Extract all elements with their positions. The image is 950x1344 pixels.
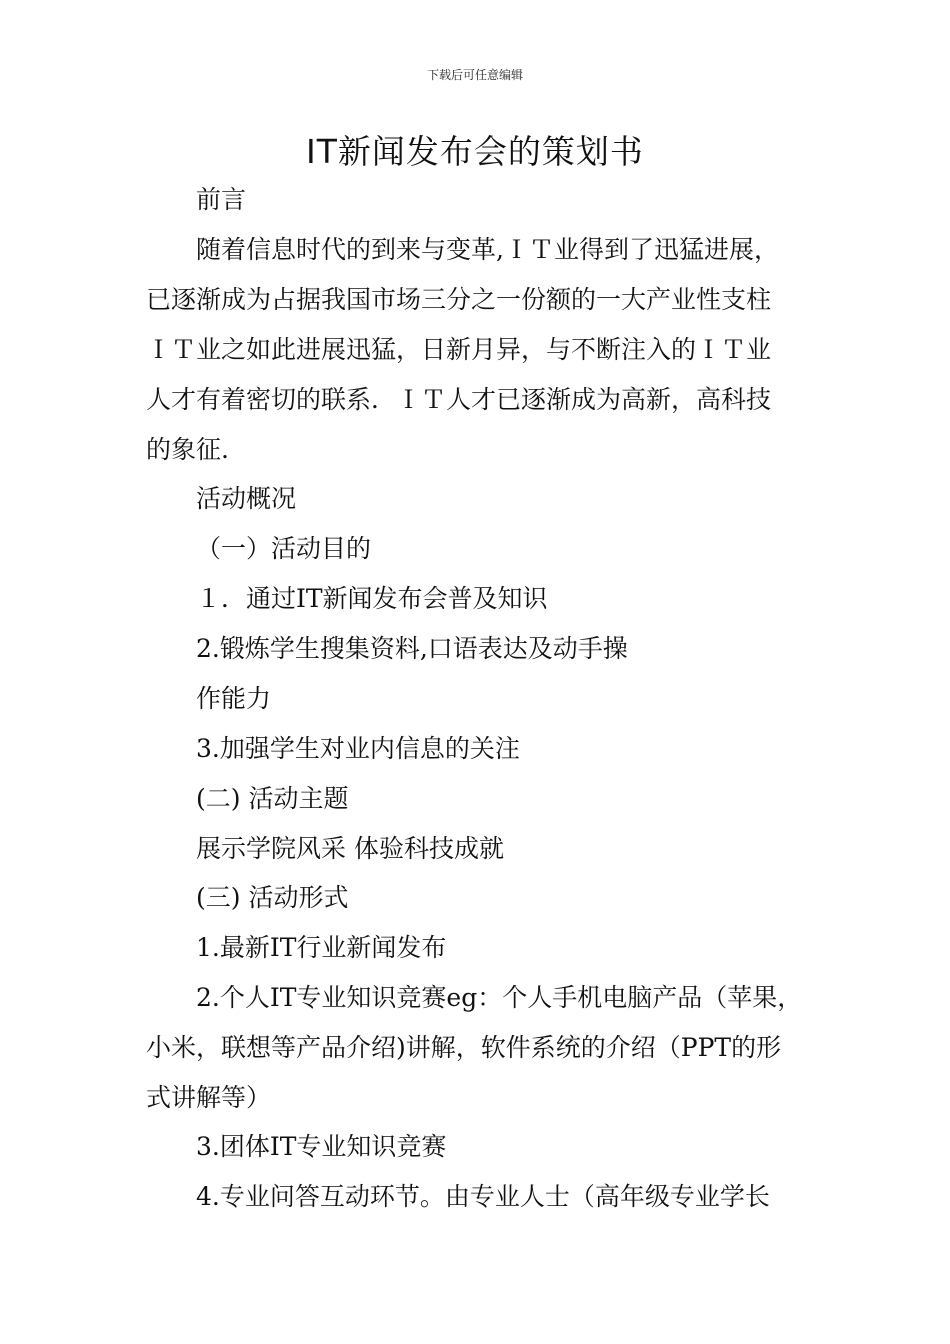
subsection-heading: （一）活动目的 — [196, 534, 372, 563]
list-item: 3.加强学生对业内信息的关注 — [196, 734, 520, 763]
paragraph-line: 随着信息时代的到来与变革,ＩＴ业得到了迅猛进展， — [196, 235, 779, 264]
document-title: IT新闻发布会的策划书 — [306, 132, 644, 171]
list-item: 3.团体IT专业知识竞赛 — [196, 1132, 447, 1161]
paragraph-line: 人才有着密切的联系．ＩＴ人才已逐渐成为高新，高科技 — [146, 385, 772, 414]
paragraph-line: 前言 — [196, 185, 247, 214]
paragraph-line: 已逐渐成为占据我国市场三分之一份额的一大产业性支柱 — [146, 285, 772, 314]
section-heading: 活动概况 — [196, 484, 297, 513]
list-item: 式讲解等） — [146, 1083, 272, 1112]
list-item: 2.锻炼学生搜集资料,口语表达及动手操 — [196, 634, 628, 663]
paragraph-line: 展示学院风采 体验科技成就 — [196, 834, 504, 863]
subsection-heading: (二) 活动主题 — [196, 784, 349, 813]
subsection-heading: (三) 活动形式 — [196, 883, 349, 912]
list-item: 小米，联想等产品介绍)讲解，软件系统的介绍（PPT的形 — [146, 1033, 782, 1062]
list-item: 1.最新IT行业新闻发布 — [196, 933, 447, 962]
list-item: 4.专业问答互动环节。由专业人士（高年级专业学长 — [196, 1182, 770, 1211]
paragraph-line: ＩＴ业之如此进展迅猛，日新月异，与不断注入的ＩＴ业 — [146, 335, 772, 364]
list-item: 作能力 — [196, 684, 272, 713]
page-header: 下载后可任意编辑 — [426, 68, 523, 82]
list-item: １．通过IT新闻发布会普及知识 — [196, 584, 548, 613]
paragraph-line: 的象征. — [146, 435, 229, 464]
list-item: 2.个人IT专业知识竞赛eg：个人手机电脑产品（苹果， — [196, 983, 803, 1012]
